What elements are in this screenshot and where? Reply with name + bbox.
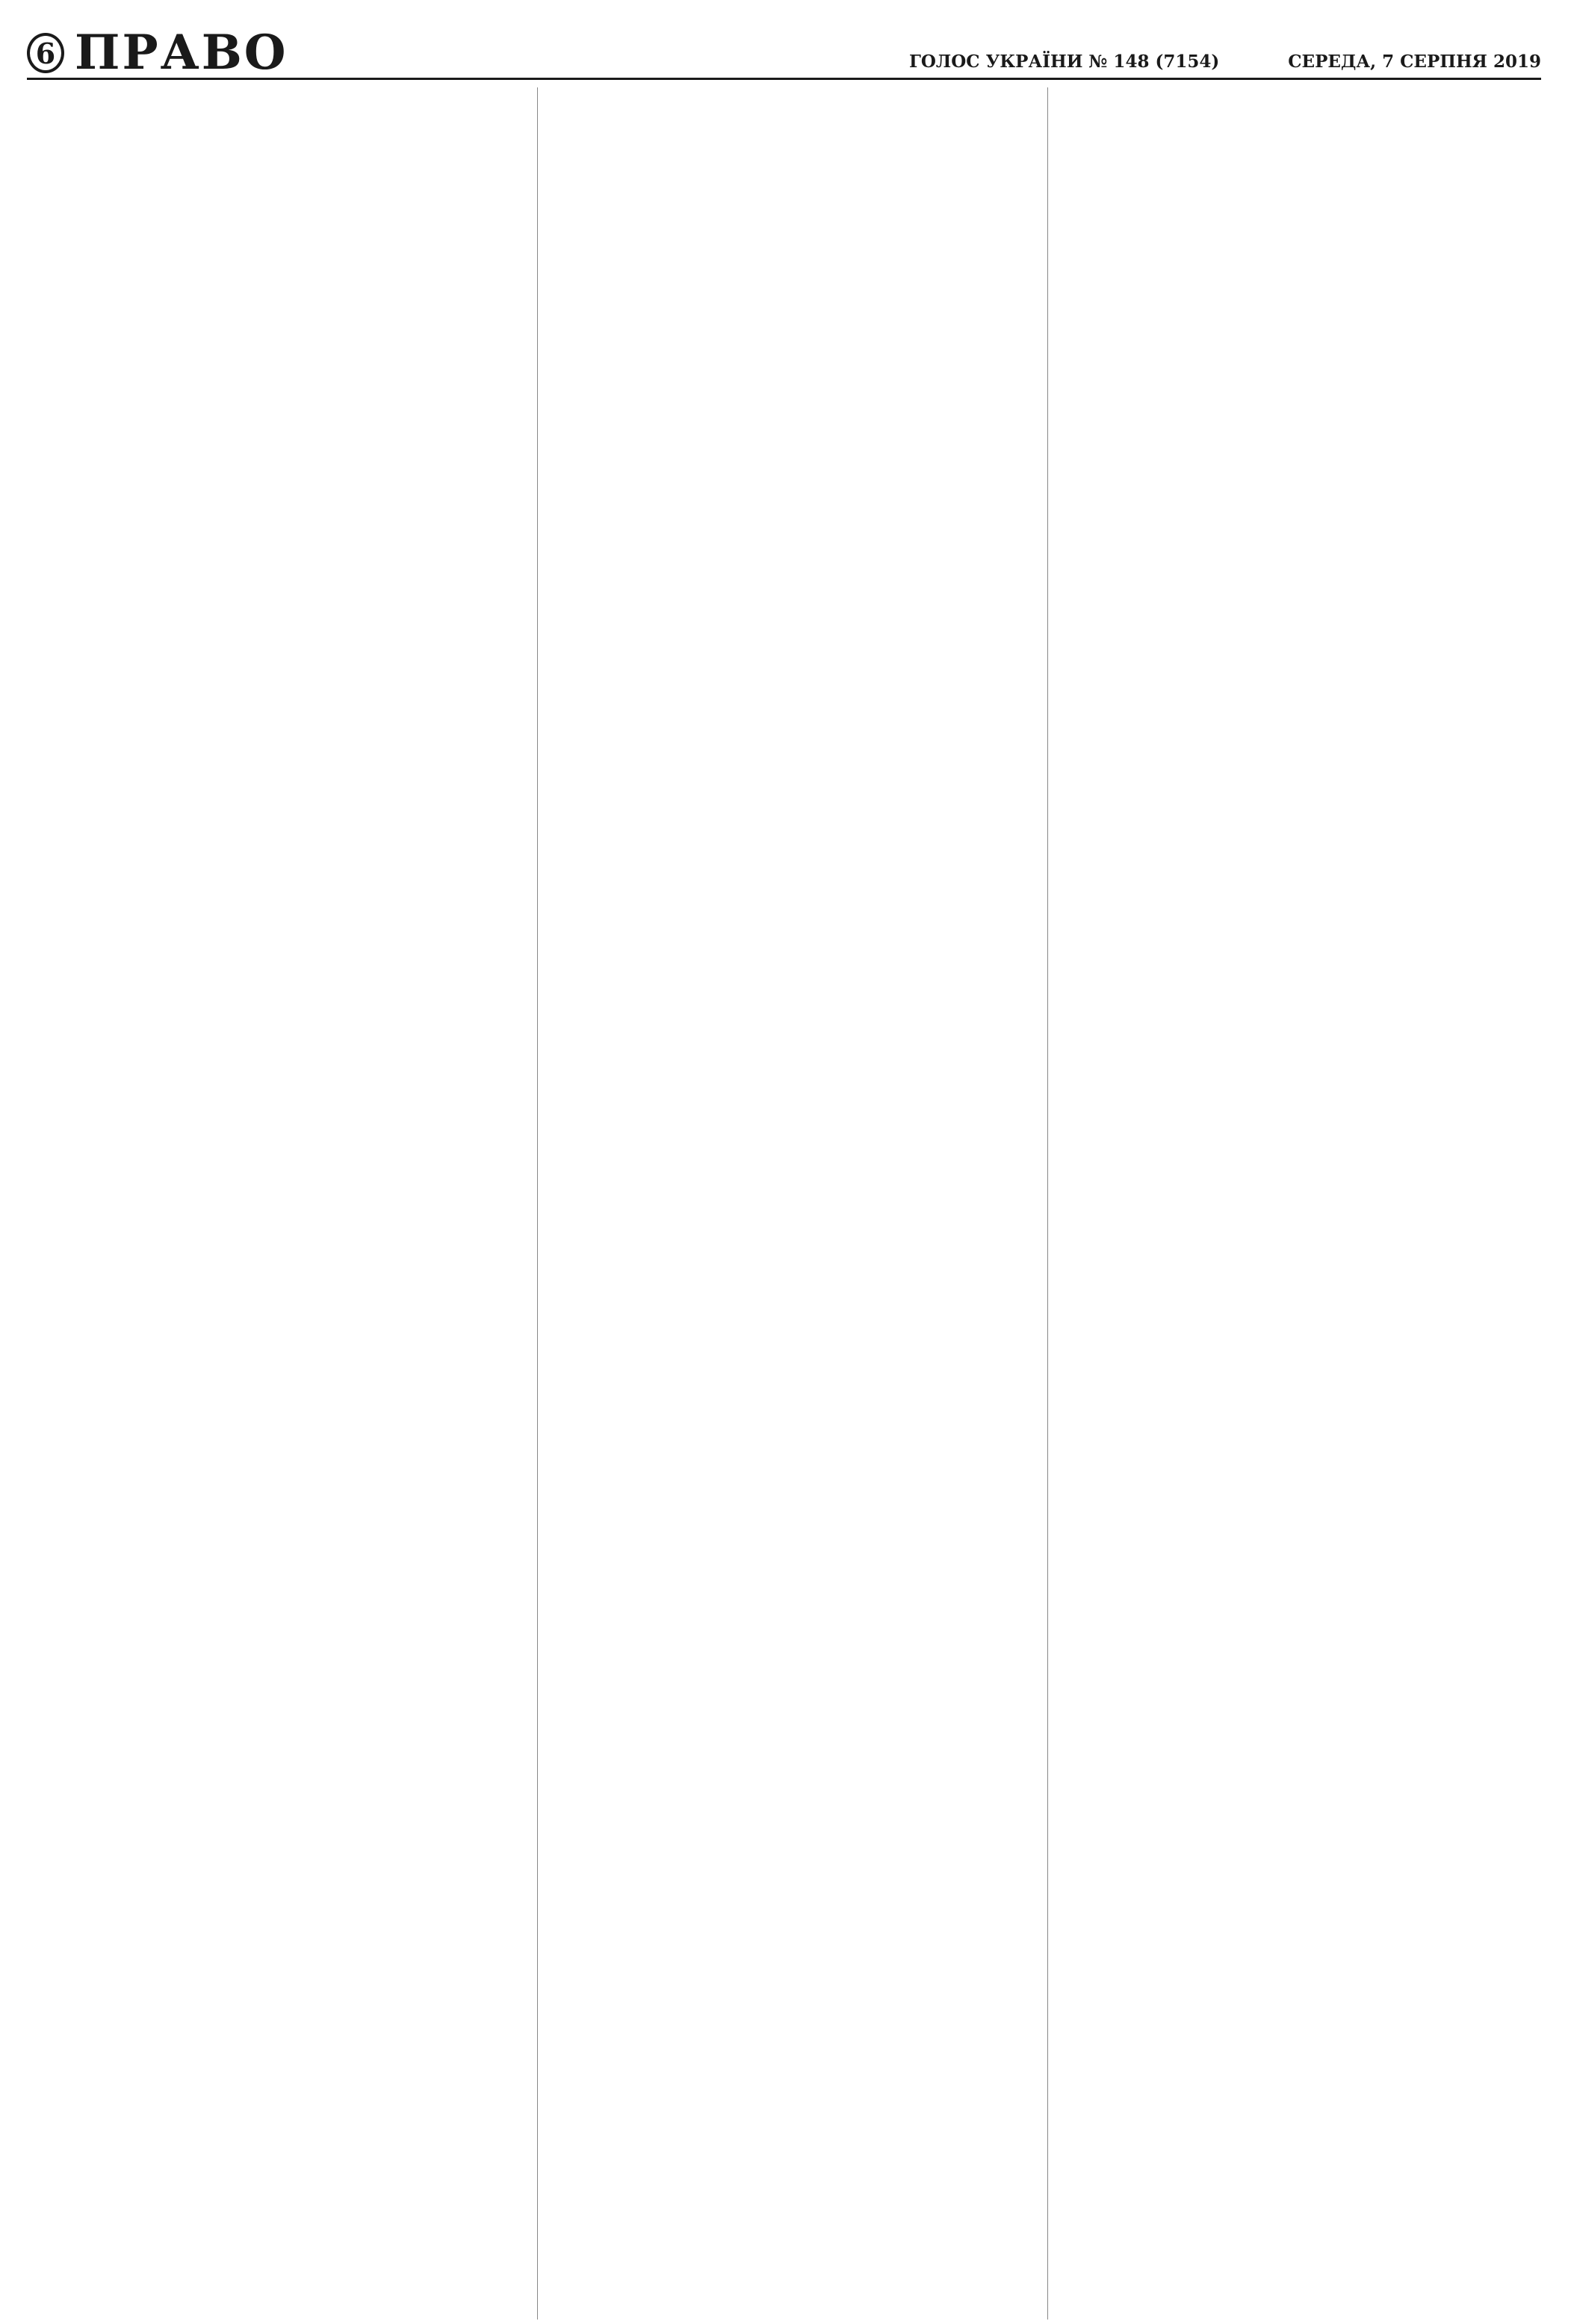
publication-issue: ГОЛОС УКРАЇНИ № 148 (7154) bbox=[908, 52, 1220, 72]
column-1 bbox=[27, 87, 521, 2320]
column-3 bbox=[1047, 87, 1541, 2320]
page-number-badge: 6 bbox=[27, 33, 64, 73]
column-2 bbox=[537, 87, 1031, 2320]
article-columns bbox=[27, 87, 1541, 2320]
section-title: ПРАВО bbox=[75, 25, 288, 81]
issue-line bbox=[909, 52, 1541, 78]
issue-date: СЕРЕДА, 7 СЕРПНЯ 2019 bbox=[1288, 52, 1541, 72]
masthead bbox=[27, 25, 1541, 80]
